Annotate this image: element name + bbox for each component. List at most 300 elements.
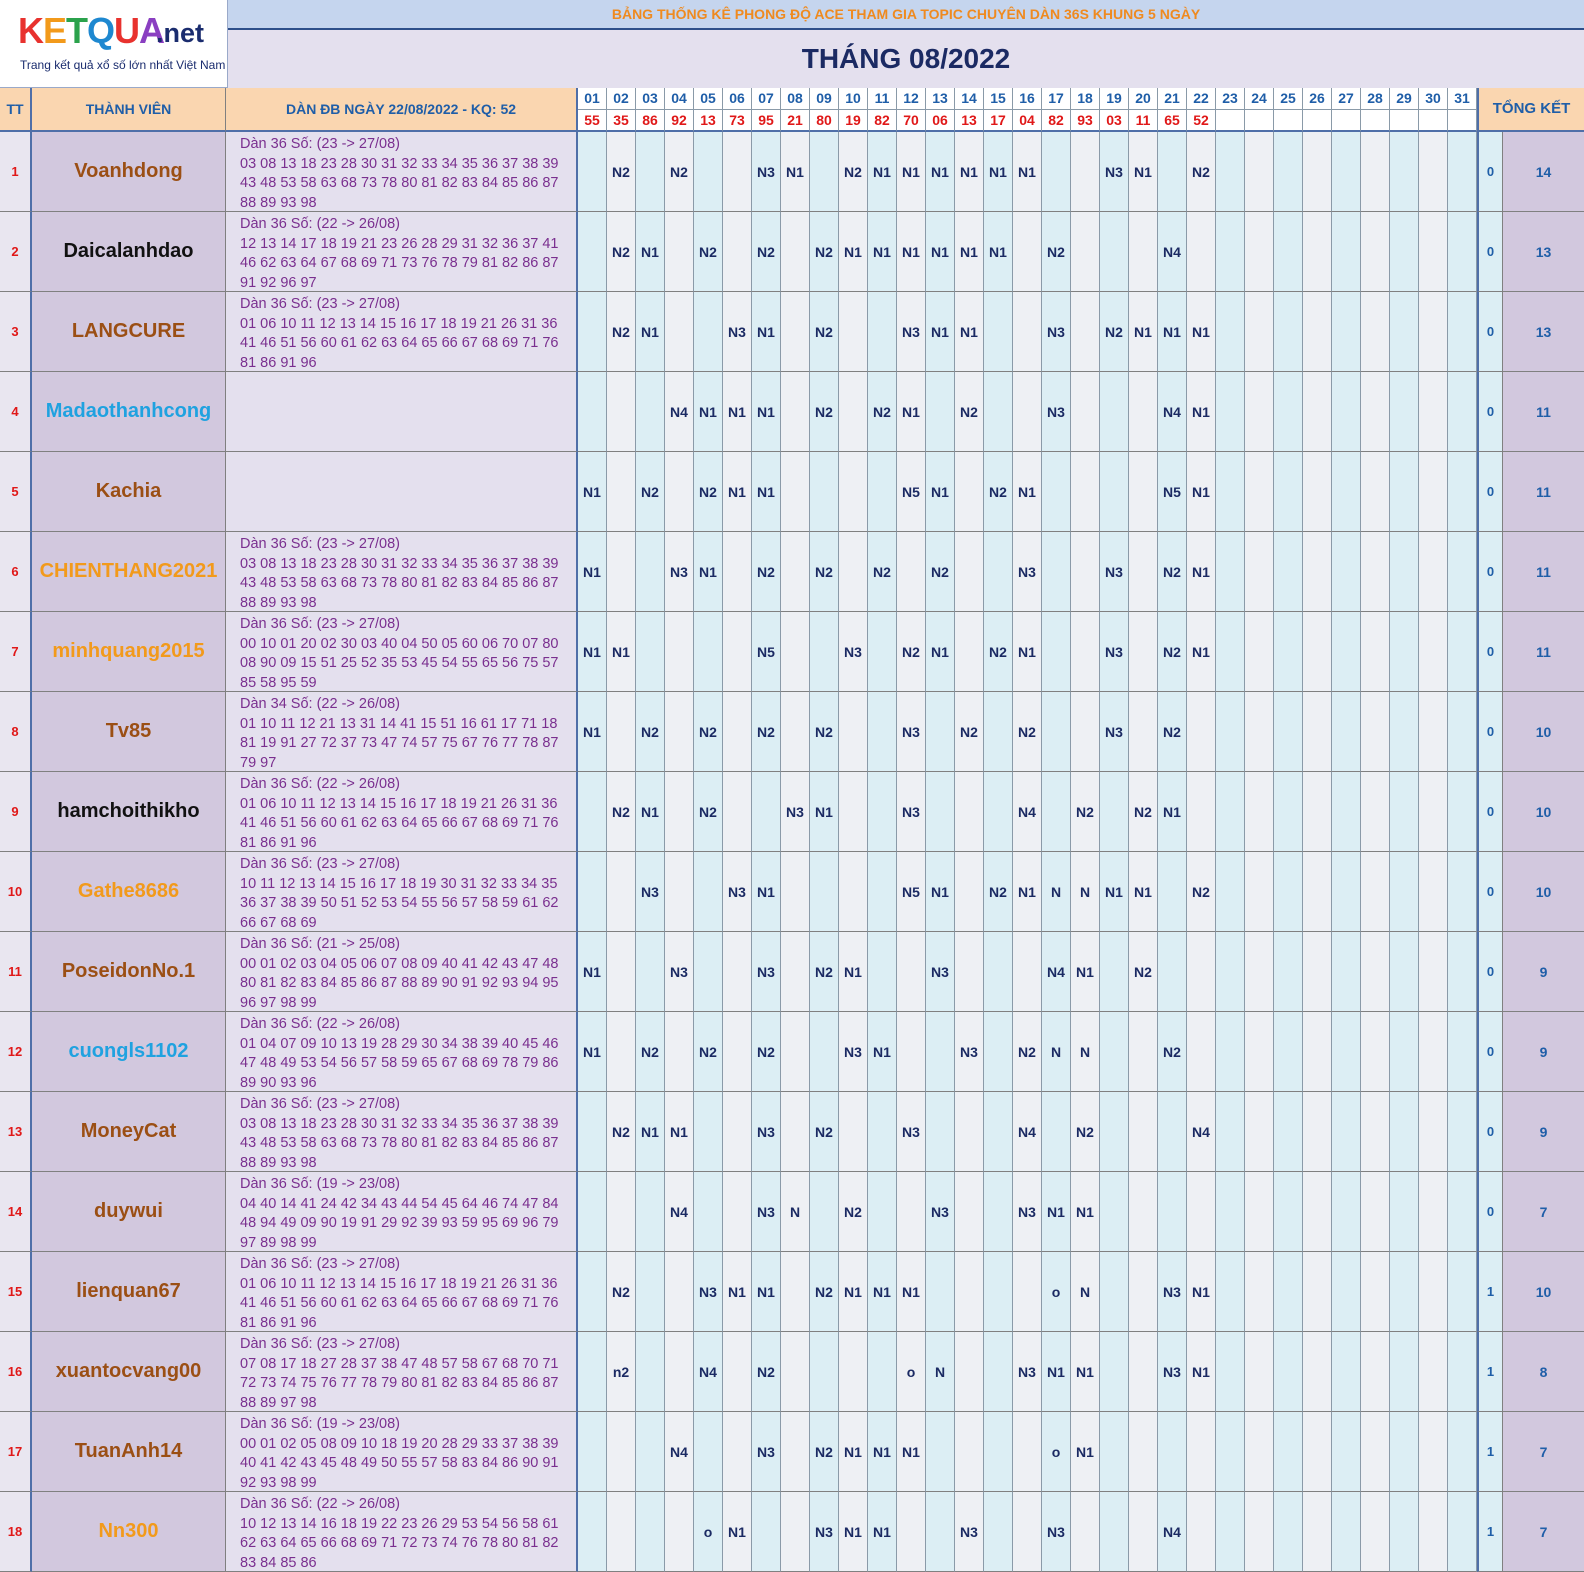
day-cell: o — [694, 1492, 723, 1572]
day-cell: N1 — [926, 452, 955, 532]
day-cell: N1 — [868, 212, 897, 292]
day-cell: N3 — [1042, 372, 1071, 452]
day-cell — [578, 1092, 607, 1172]
day-cell — [868, 852, 897, 932]
total-count: 14 — [1503, 132, 1584, 212]
day-cell — [694, 292, 723, 372]
day-cell — [1448, 1012, 1477, 1092]
day-cell — [1361, 1492, 1390, 1572]
day-result: 82 — [868, 110, 897, 132]
total-count: 9 — [1503, 1012, 1584, 1092]
day-header: 21 — [1158, 88, 1187, 110]
day-cell: N2 — [1071, 1092, 1100, 1172]
day-cell: N1 — [839, 932, 868, 1012]
day-cell — [723, 532, 752, 612]
day-cell — [1100, 1012, 1129, 1092]
total-count: 7 — [1503, 1492, 1584, 1572]
day-header: 02 — [607, 88, 636, 110]
day-cell: N2 — [1158, 692, 1187, 772]
row-index: 3 — [0, 292, 32, 372]
day-header: 31 — [1448, 88, 1477, 110]
day-cell: N1 — [897, 1252, 926, 1332]
day-cell: N3 — [1158, 1252, 1187, 1332]
day-cell: N5 — [897, 452, 926, 532]
day-cell — [752, 1492, 781, 1572]
total-count: 8 — [1503, 1332, 1584, 1412]
day-cell — [984, 932, 1013, 1012]
day-cell: N1 — [723, 1252, 752, 1332]
day-cell — [955, 932, 984, 1012]
day-cell: N1 — [752, 372, 781, 452]
day-cell — [839, 292, 868, 372]
day-cell: N1 — [897, 212, 926, 292]
day-cell: N2 — [810, 1092, 839, 1172]
member-name[interactable]: minhquang2015 — [32, 612, 226, 692]
day-cell: N1 — [578, 692, 607, 772]
day-cell — [1390, 772, 1419, 852]
day-cell: N3 — [810, 1492, 839, 1572]
day-cell: N4 — [1158, 372, 1187, 452]
day-cell — [1013, 372, 1042, 452]
day-cell — [1332, 692, 1361, 772]
day-cell: N4 — [1013, 1092, 1042, 1172]
day-cell: N2 — [810, 532, 839, 612]
day-cell — [578, 132, 607, 212]
day-cell: N5 — [752, 612, 781, 692]
dan-numbers: Dàn 36 Số: (23 -> 27/08) 03 08 13 18 23 28 30 31 32 33 34 35 36 37 38 39 43 48 53 58 63 68 73 78 80 81 82 83 84 85 86 87 88 89 93 98 — [226, 1092, 578, 1172]
day-cell — [1332, 852, 1361, 932]
day-cell: N2 — [752, 1332, 781, 1412]
day-cell — [1274, 1252, 1303, 1332]
day-cell: N3 — [1100, 692, 1129, 772]
day-cell — [1303, 852, 1332, 932]
member-name[interactable]: Kachia — [32, 452, 226, 532]
row-index: 4 — [0, 372, 32, 452]
day-cell — [665, 1012, 694, 1092]
day-cell: N2 — [810, 1412, 839, 1492]
member-name[interactable]: LANGCURE — [32, 292, 226, 372]
day-cell — [1216, 452, 1245, 532]
day-cell: N1 — [1187, 452, 1216, 532]
day-cell — [1419, 372, 1448, 452]
day-result — [1390, 110, 1419, 132]
day-cell — [1216, 1172, 1245, 1252]
day-cell — [1216, 612, 1245, 692]
day-cell — [1419, 212, 1448, 292]
day-cell: N1 — [1129, 132, 1158, 212]
day-cell — [897, 1172, 926, 1252]
day-cell — [984, 1172, 1013, 1252]
member-name[interactable]: Voanhdong — [32, 132, 226, 212]
day-cell — [1390, 212, 1419, 292]
day-cell — [723, 772, 752, 852]
day-cell — [1390, 1332, 1419, 1412]
member-name[interactable]: hamchoithikho — [32, 772, 226, 852]
day-header: 30 — [1419, 88, 1448, 110]
day-cell — [723, 1012, 752, 1092]
day-cell — [1100, 1172, 1129, 1252]
day-cell — [1100, 452, 1129, 532]
day-cell — [1042, 132, 1071, 212]
day-cell — [723, 1092, 752, 1172]
day-cell — [1332, 1172, 1361, 1252]
day-cell — [607, 1412, 636, 1492]
day-result: 11 — [1129, 110, 1158, 132]
day-cell — [984, 692, 1013, 772]
logo-suffix: .net — [156, 18, 205, 48]
day-result: 03 — [1100, 110, 1129, 132]
dan-numbers: Dàn 36 Số: (22 -> 26/08) 01 04 07 09 10 13 19 28 29 30 34 38 39 40 45 46 47 48 49 53 54 56 57 58 59 65 67 68 69 78 79 86 89 90 93 96 — [226, 1012, 578, 1092]
day-cell — [1419, 1492, 1448, 1572]
day-cell — [1332, 1012, 1361, 1092]
day-cell: N1 — [607, 612, 636, 692]
logo-letter: K — [18, 10, 43, 51]
day-cell: N1 — [897, 132, 926, 212]
day-result — [1274, 110, 1303, 132]
day-result — [1361, 110, 1390, 132]
zero-count: 0 — [1477, 532, 1503, 612]
member-name[interactable]: duywui — [32, 1172, 226, 1252]
day-cell: N3 — [665, 532, 694, 612]
member-name[interactable]: Madaothanhcong — [32, 372, 226, 452]
day-cell — [1448, 1172, 1477, 1252]
zero-count: 0 — [1477, 1172, 1503, 1252]
day-cell — [1216, 1252, 1245, 1332]
day-cell: N2 — [694, 772, 723, 852]
day-cell: N2 — [1158, 532, 1187, 612]
day-cell — [781, 1332, 810, 1412]
dan-numbers: Dàn 36 Số: (22 -> 26/08) 01 06 10 11 12 13 14 15 16 17 18 19 21 26 31 36 41 46 51 56 60 61 62 63 64 65 66 67 68 69 71 76 81 86 91 96 — [226, 772, 578, 852]
day-cell — [955, 1172, 984, 1252]
day-cell — [694, 1092, 723, 1172]
day-cell: N2 — [955, 692, 984, 772]
day-result: 65 — [1158, 110, 1187, 132]
day-cell: N2 — [1158, 1012, 1187, 1092]
day-result: 17 — [984, 110, 1013, 132]
day-cell — [926, 1252, 955, 1332]
day-cell — [1187, 212, 1216, 292]
day-cell — [1129, 372, 1158, 452]
day-cell: N1 — [665, 1092, 694, 1172]
day-cell: N3 — [839, 1012, 868, 1092]
member-name[interactable]: TuanAnh14 — [32, 1412, 226, 1492]
day-cell — [897, 1492, 926, 1572]
day-cell: N3 — [926, 1172, 955, 1252]
day-cell — [1419, 692, 1448, 772]
day-result: 19 — [839, 110, 868, 132]
day-header: 29 — [1390, 88, 1419, 110]
day-cell — [1071, 532, 1100, 612]
day-header: 19 — [1100, 88, 1129, 110]
day-cell: N — [1071, 1012, 1100, 1092]
day-result: 95 — [752, 110, 781, 132]
logo-tagline: Trang kết quả xổ số lớn nhất Việt Nam — [20, 58, 226, 72]
day-cell — [636, 372, 665, 452]
day-cell: N — [1042, 852, 1071, 932]
day-cell: N1 — [636, 1092, 665, 1172]
day-cell — [839, 452, 868, 532]
day-cell — [723, 212, 752, 292]
dan-numbers: Dàn 36 Số: (22 -> 26/08) 10 12 13 14 16 18 19 22 23 26 29 53 54 56 58 61 62 63 64 65 66 68 69 71 72 73 74 76 78 80 81 82 83 84 85 86 — [226, 1492, 578, 1572]
day-cell: N2 — [1100, 292, 1129, 372]
day-cell: N1 — [1013, 852, 1042, 932]
day-cell — [1129, 1092, 1158, 1172]
day-cell: N2 — [694, 452, 723, 532]
member-name[interactable]: Daicalanhdao — [32, 212, 226, 292]
day-cell — [1303, 692, 1332, 772]
day-cell: N1 — [868, 1492, 897, 1572]
day-cell: N — [781, 1172, 810, 1252]
day-cell — [665, 612, 694, 692]
day-cell: N3 — [723, 292, 752, 372]
day-cell: N1 — [1071, 1412, 1100, 1492]
total-count: 9 — [1503, 1092, 1584, 1172]
row-index: 6 — [0, 532, 32, 612]
day-cell — [1216, 1332, 1245, 1412]
zero-count: 0 — [1477, 452, 1503, 532]
day-cell: N2 — [607, 772, 636, 852]
day-cell: N1 — [1042, 1172, 1071, 1252]
day-cell: N2 — [839, 1172, 868, 1252]
day-cell: N1 — [1071, 1332, 1100, 1412]
day-cell — [1303, 1172, 1332, 1252]
day-cell — [1361, 1172, 1390, 1252]
day-header: 13 — [926, 88, 955, 110]
zero-count: 0 — [1477, 132, 1503, 212]
day-cell: N2 — [984, 612, 1013, 692]
row-index: 11 — [0, 932, 32, 1012]
day-cell — [1274, 532, 1303, 612]
day-cell — [810, 132, 839, 212]
day-cell — [1303, 1492, 1332, 1572]
zero-count: 0 — [1477, 1092, 1503, 1172]
day-cell — [1100, 212, 1129, 292]
day-cell — [1158, 1412, 1187, 1492]
day-cell: N3 — [1013, 1172, 1042, 1252]
day-cell: N2 — [1042, 212, 1071, 292]
day-header: 11 — [868, 88, 897, 110]
day-cell: N1 — [926, 292, 955, 372]
day-cell — [1245, 212, 1274, 292]
day-cell — [1071, 132, 1100, 212]
total-count: 10 — [1503, 772, 1584, 852]
day-cell: N2 — [839, 132, 868, 212]
day-cell — [694, 852, 723, 932]
day-cell: N1 — [1013, 612, 1042, 692]
day-cell: N3 — [897, 772, 926, 852]
day-result — [1216, 110, 1245, 132]
day-cell — [607, 452, 636, 532]
day-cell — [1245, 532, 1274, 612]
day-cell — [1013, 292, 1042, 372]
day-cell: N1 — [839, 212, 868, 292]
day-cell — [1390, 852, 1419, 932]
day-cell — [1187, 1172, 1216, 1252]
day-cell: N3 — [665, 932, 694, 1012]
day-cell: N4 — [694, 1332, 723, 1412]
header-total: TỔNG KẾT — [1477, 88, 1584, 132]
member-name[interactable]: cuongls1102 — [32, 1012, 226, 1092]
day-header: 17 — [1042, 88, 1071, 110]
day-cell — [984, 772, 1013, 852]
day-cell — [955, 1332, 984, 1412]
day-cell — [1390, 932, 1419, 1012]
day-header: 14 — [955, 88, 984, 110]
day-cell: n2 — [607, 1332, 636, 1412]
day-cell — [1216, 932, 1245, 1012]
day-cell — [1274, 1412, 1303, 1492]
day-cell — [1274, 1332, 1303, 1412]
day-cell — [636, 932, 665, 1012]
logo-letter: U — [114, 10, 140, 51]
day-cell: o — [1042, 1252, 1071, 1332]
member-name[interactable]: lienquan67 — [32, 1252, 226, 1332]
day-result: 80 — [810, 110, 839, 132]
day-cell — [781, 212, 810, 292]
header-dan: DÀN ĐB NGÀY 22/08/2022 - KQ: 52 — [226, 88, 578, 132]
day-cell — [810, 1332, 839, 1412]
day-cell — [781, 532, 810, 612]
day-cell: N2 — [955, 372, 984, 452]
day-cell — [1216, 372, 1245, 452]
day-cell — [1129, 612, 1158, 692]
day-cell — [1245, 1012, 1274, 1092]
day-cell — [1100, 1332, 1129, 1412]
day-cell — [926, 1092, 955, 1172]
day-cell — [1216, 772, 1245, 852]
member-name[interactable]: Tv85 — [32, 692, 226, 772]
day-cell — [1332, 772, 1361, 852]
day-cell — [810, 452, 839, 532]
day-cell: N3 — [752, 1172, 781, 1252]
day-cell — [781, 1412, 810, 1492]
day-cell — [636, 132, 665, 212]
day-cell: N3 — [1100, 132, 1129, 212]
day-cell — [1332, 452, 1361, 532]
day-cell: N2 — [752, 212, 781, 292]
day-cell — [1448, 292, 1477, 372]
day-cell — [694, 132, 723, 212]
member-name[interactable]: xuantocvang00 — [32, 1332, 226, 1412]
day-cell — [897, 932, 926, 1012]
day-cell: N1 — [752, 452, 781, 532]
day-cell — [1245, 772, 1274, 852]
day-cell — [1245, 1172, 1274, 1252]
day-cell: N1 — [926, 612, 955, 692]
day-cell — [1245, 932, 1274, 1012]
day-cell — [1216, 1492, 1245, 1572]
day-cell — [1448, 532, 1477, 612]
day-cell — [839, 532, 868, 612]
day-cell: N2 — [694, 212, 723, 292]
day-cell — [607, 1012, 636, 1092]
day-cell — [1100, 372, 1129, 452]
day-cell — [1071, 1492, 1100, 1572]
day-cell — [636, 1332, 665, 1412]
day-cell: N1 — [868, 1252, 897, 1332]
day-header: 09 — [810, 88, 839, 110]
day-cell — [665, 1332, 694, 1412]
day-cell — [694, 1172, 723, 1252]
day-cell — [1332, 292, 1361, 372]
day-cell — [984, 1412, 1013, 1492]
day-cell — [1303, 212, 1332, 292]
day-cell: N2 — [868, 532, 897, 612]
day-cell — [607, 932, 636, 1012]
day-cell — [1303, 1332, 1332, 1412]
day-cell — [1245, 1492, 1274, 1572]
day-cell — [1448, 1492, 1477, 1572]
day-cell — [1361, 1252, 1390, 1332]
day-cell — [1245, 292, 1274, 372]
day-header: 01 — [578, 88, 607, 110]
zero-count: 0 — [1477, 1012, 1503, 1092]
day-cell — [1216, 852, 1245, 932]
dan-numbers: Dàn 36 Số: (22 -> 26/08) 12 13 14 17 18 19 21 23 26 28 29 31 32 36 37 41 46 62 63 64 67 68 69 71 73 76 78 79 81 82 86 87 91 92 96 97 — [226, 212, 578, 292]
day-cell: N1 — [897, 372, 926, 452]
day-cell: N3 — [752, 932, 781, 1012]
day-cell — [1390, 1012, 1419, 1092]
day-header: 20 — [1129, 88, 1158, 110]
day-cell: N1 — [897, 1412, 926, 1492]
day-cell: N1 — [1187, 1332, 1216, 1412]
day-cell: N1 — [1071, 1172, 1100, 1252]
day-cell — [897, 532, 926, 612]
member-name[interactable]: PoseidonNo.1 — [32, 932, 226, 1012]
member-name[interactable]: Nn300 — [32, 1492, 226, 1572]
day-cell — [723, 932, 752, 1012]
day-cell: o — [897, 1332, 926, 1412]
dan-numbers: Dàn 36 Số: (23 -> 27/08) 00 10 01 20 02 30 03 40 04 50 05 60 06 70 07 80 08 90 09 15 51 25 52 35 53 45 54 55 65 56 75 57 85 58 95 59 — [226, 612, 578, 692]
day-cell — [781, 1252, 810, 1332]
day-cell — [1274, 612, 1303, 692]
day-cell — [868, 452, 897, 532]
day-cell — [1390, 692, 1419, 772]
dan-numbers — [226, 372, 578, 452]
day-result: 21 — [781, 110, 810, 132]
day-result: 04 — [1013, 110, 1042, 132]
day-cell — [868, 1332, 897, 1412]
day-cell — [607, 1492, 636, 1572]
day-cell: N — [1071, 1252, 1100, 1332]
member-name[interactable]: Gathe8686 — [32, 852, 226, 932]
day-cell: N4 — [1013, 772, 1042, 852]
day-cell — [955, 1092, 984, 1172]
day-cell: N1 — [1187, 372, 1216, 452]
member-name[interactable]: MoneyCat — [32, 1092, 226, 1172]
day-cell — [1013, 1412, 1042, 1492]
day-cell — [1419, 1172, 1448, 1252]
day-cell — [1448, 1252, 1477, 1332]
day-cell — [1187, 1412, 1216, 1492]
day-cell — [578, 1492, 607, 1572]
day-cell — [665, 1252, 694, 1332]
day-cell — [636, 612, 665, 692]
day-cell: N1 — [868, 132, 897, 212]
day-cell: N1 — [694, 532, 723, 612]
day-cell — [1390, 532, 1419, 612]
day-cell — [1361, 932, 1390, 1012]
day-cell — [1274, 132, 1303, 212]
day-cell — [1448, 692, 1477, 772]
day-cell — [897, 1012, 926, 1092]
day-cell — [1274, 1012, 1303, 1092]
day-result: 70 — [897, 110, 926, 132]
day-cell — [1448, 772, 1477, 852]
ketqua-logo[interactable] — [0, 0, 228, 88]
day-cell: N2 — [810, 212, 839, 292]
member-name[interactable]: CHIENTHANG2021 — [32, 532, 226, 612]
